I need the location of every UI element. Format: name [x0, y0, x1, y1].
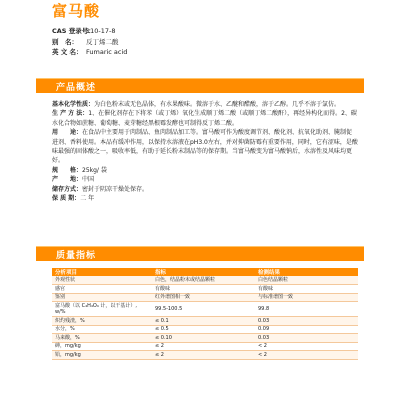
- table-row: [52, 276, 358, 285]
- overview-key: 储存方式：: [52, 185, 83, 193]
- spec-header-row: [52, 268, 358, 276]
- overview-paragraph: [52, 166, 358, 175]
- overview-key: 规 格：: [52, 166, 83, 174]
- overview-key: 产 地：: [52, 176, 83, 184]
- overview-body: [52, 100, 358, 203]
- overview-key: 用 途：: [52, 129, 83, 137]
- table-row: [52, 334, 358, 343]
- section-header-overview: [36, 78, 364, 93]
- overview-key: 基本化学性质：: [52, 101, 95, 108]
- table-cell: ≤ 2: [152, 351, 255, 360]
- meta-value: Fumaric acid: [86, 48, 128, 56]
- meta-key: 英 文 名：: [52, 48, 83, 56]
- table-row: [52, 325, 358, 334]
- table-cell: < 2: [255, 342, 358, 351]
- table-cell: 有酸味: [152, 285, 255, 294]
- column-header: 指标: [152, 268, 255, 276]
- table-cell: 0.03: [255, 317, 358, 326]
- table-cell: 炽灼残渣，%: [52, 317, 152, 326]
- table-cell: 白色结晶颗粒: [255, 276, 358, 285]
- table-cell: 0.09: [255, 325, 358, 334]
- overview-paragraph: [52, 128, 358, 166]
- table-cell: < 2: [255, 351, 358, 360]
- overview-text: 二 年: [80, 195, 95, 203]
- table-row: [52, 285, 358, 294]
- table-cell: 水分，%: [52, 325, 152, 334]
- table-cell: 铅，mg/kg: [52, 351, 152, 360]
- meta-key: CAS 登录号：: [52, 27, 95, 35]
- table-cell: ≤ 0.5: [152, 325, 255, 334]
- meta-value: 110-17-8: [86, 27, 116, 35]
- table-cell: 砷，mg/kg: [52, 342, 152, 351]
- table-cell: 99.8: [255, 302, 358, 317]
- table-row: [52, 317, 358, 326]
- table-row: [52, 302, 358, 317]
- table-row: [52, 342, 358, 351]
- table-cell: 0.03: [255, 334, 358, 343]
- meta-key: 别 名：: [52, 37, 78, 46]
- meta-info: [52, 26, 127, 58]
- meta-value: 反丁烯二酸: [86, 37, 119, 46]
- section-label: 质量指标: [56, 251, 97, 261]
- table-row: [52, 351, 358, 360]
- table-row: [52, 293, 358, 302]
- overview-key: 保 质 期：: [52, 195, 81, 203]
- column-header: 分析项目: [52, 268, 152, 276]
- table-cell: 红外谱图相一致: [152, 293, 255, 302]
- table-cell: 白色，结晶粉末或结晶颗粒: [152, 276, 255, 285]
- table-cell: ≤ 0.1: [152, 317, 255, 326]
- overview-paragraph: [52, 100, 358, 109]
- section-label: 产品概述: [56, 83, 97, 93]
- table-cell: 感官: [52, 285, 152, 294]
- table-cell: 有酸味: [255, 285, 358, 294]
- table-cell: ≤ 2: [152, 342, 255, 351]
- spec-table: [52, 268, 358, 360]
- overview-key: 生 产 方 法：: [52, 110, 89, 118]
- column-header: 检测结果: [255, 268, 358, 276]
- overview-paragraph: [52, 194, 358, 203]
- overview-text: 25kg/ 袋: [82, 166, 107, 174]
- table-cell: 99.5-100.5: [152, 302, 255, 317]
- table-cell: ≤ 0.10: [152, 334, 255, 343]
- meta-row-alias: [52, 37, 127, 48]
- table-cell: 富马酸（以 C₄H₄O₄ 计，以干基计）, w/%: [52, 302, 152, 317]
- overview-paragraph: [52, 175, 358, 184]
- meta-row-english-name: [52, 47, 127, 58]
- meta-row-cas: [52, 26, 127, 37]
- overview-text: 1、在催化剂存在下将苯（或丁烯）氧化生成顺丁烯二酸（或顺丁烯二酸酐），再经异构化而得。2、碳水化合物如蔗糖、葡萄糖、麦芽糖经黑根霉发酵也可制得反丁烯二酸。: [52, 110, 357, 127]
- overview-text: 密封于阴凉干燥处保存。: [82, 185, 149, 193]
- overview-text: 中国: [82, 176, 95, 184]
- page-title: 富马酸: [52, 2, 101, 20]
- overview-text: 为白色粉末或无色晶体，有水果酸味。微溶于水、乙醚和醋酸，溶于乙醇。几乎不溶于氯仿。: [94, 101, 341, 108]
- table-cell: 鉴别: [52, 293, 152, 302]
- table-cell: 外观性状: [52, 276, 152, 285]
- overview-text: 在食品中主要用于肉制品、鱼肉制品加工等。富马酸可作为酸度调节剂、酸化剂、抗氧化助剂、腌制促进剂、香料使用。本品有缓冲作用，以保持水溶液在pH3.0左右，并对抑菌防霉有重要作用，同时，它有涩味，是酸味最强的固体酸之一，吸收率低，有助于延长粉末制品等的保存期。当富马酸变为富马酸钠后，水溶性及风味均更好。: [52, 129, 358, 165]
- overview-paragraph: [52, 185, 358, 194]
- overview-paragraph: [52, 109, 358, 128]
- table-cell: 马来酸，%: [52, 334, 152, 343]
- table-cell: 与标准谱图一致: [255, 293, 358, 302]
- section-header-quality: [36, 246, 364, 261]
